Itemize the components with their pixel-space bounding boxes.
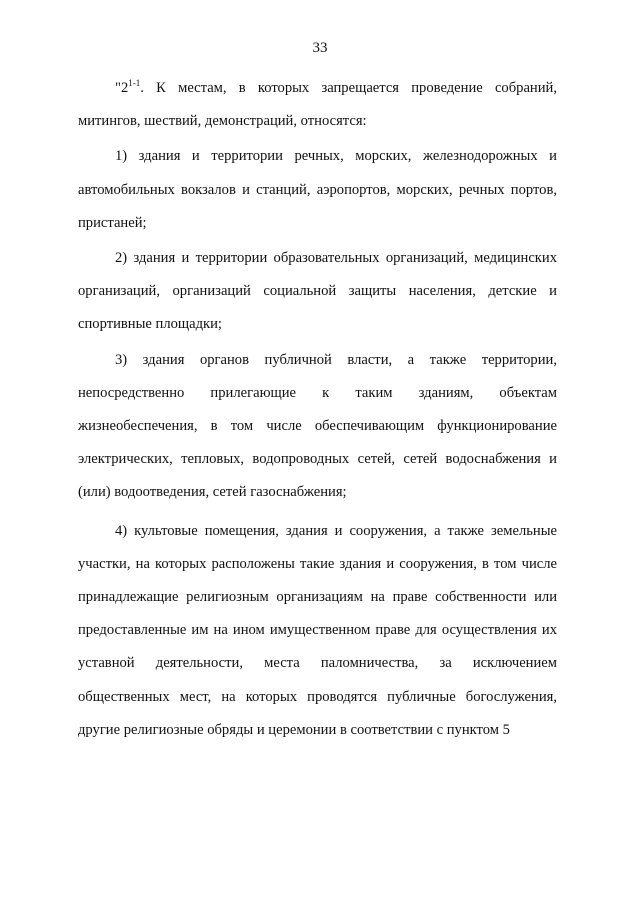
page-number: 33 [312, 40, 328, 56]
article-heading-superscript: 1-1 [128, 78, 141, 88]
article-intro-paragraph [78, 72, 557, 138]
document-body [78, 72, 557, 747]
list-item-4: 4) культовые помещения, здания и сооружения, а также земельные участки, на которых расположены такие здания и сооружения, в том числе принадлежащие религиозным организациям на праве собственности или предоставленные им на ином имущественном праве для осуществления их уставной деятельности, места паломничества, за исключением общественных мест, на которых проводятся публичные богослужения, другие религиозные обряды и церемонии в соответствии с пунктом 5 [78, 522, 557, 738]
list-item-3: 3) здания органов публичной власти, а также территории, непосредственно прилегающие к таким зданиям, объектам жизнеобеспечения, в том числе обеспечивающим функционирование электрических, тепловых, водопроводных сетей, сетей водоснабжения и (или) водоотведения, сетей газоснабжения; [78, 351, 557, 501]
article-intro-text: . К местам, в которых запрещается проведение собраний, митингов, шествий, демонстраций, относятся: [78, 80, 557, 130]
list-item-2: 2) здания и территории образовательных организаций, медицинских организаций, организаций социальной защиты населения, детские и спортивные площадки; [78, 250, 557, 333]
list-item-1: 1) здания и территории речных, морских, железнодорожных и автомобильных вокзалов и станций, аэропортов, морских, речных портов, пристаней; [78, 148, 557, 231]
article-heading-prefix: "2 [115, 80, 129, 96]
